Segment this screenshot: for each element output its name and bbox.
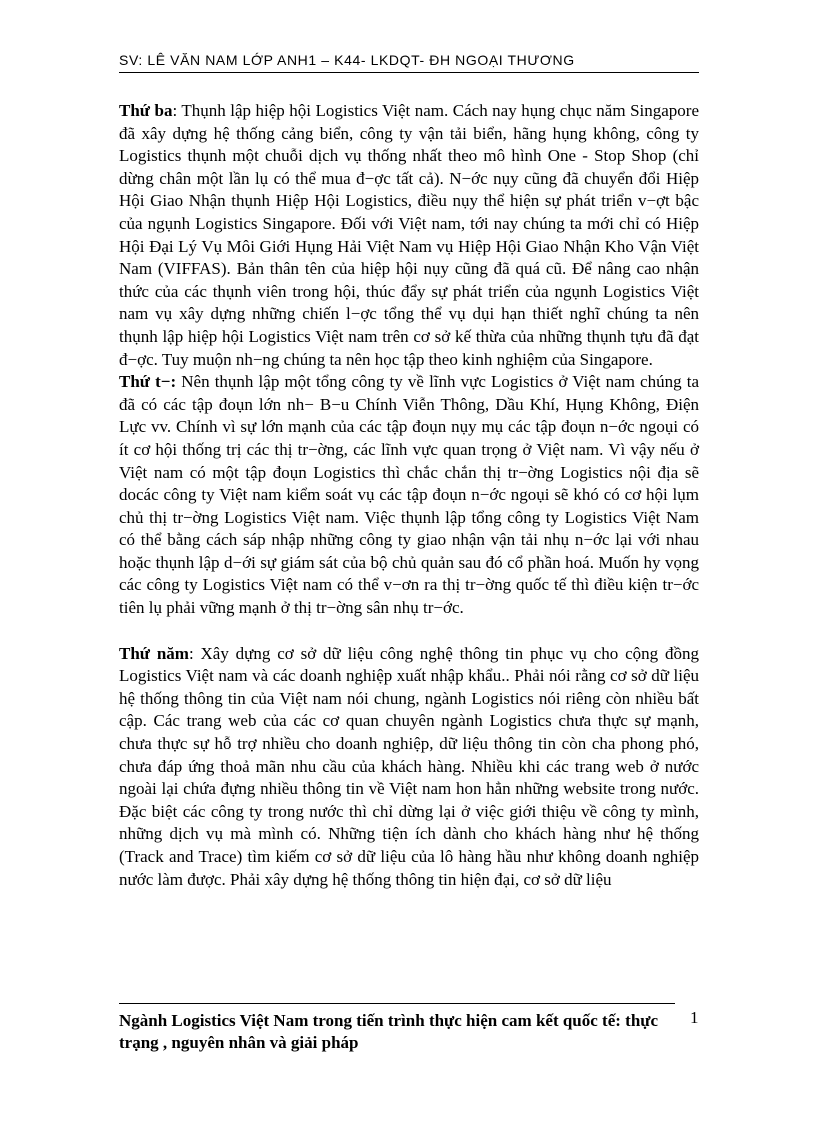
page-number: 1 bbox=[690, 1008, 699, 1027]
paragraph-lead: Thứ ba bbox=[119, 101, 173, 120]
footer-divider bbox=[119, 1003, 675, 1004]
paragraph-thu-ba bbox=[119, 100, 699, 371]
paragraph-text: : Xây dựng cơ sở dữ liệu công nghệ thông tin phục vụ cho cộng đồng Logistics Việt nam và các doanh nghiệp xuất nhập khẩu.. Phải nói rằng cơ sở dữ liệu hệ thống thông tin của Việt nam nói chung, ngành Logistics nói riêng còn nhiều bất cập. Các trang web của các cơ quan chuyên ngành Logistics chưa thực sự mạnh, chưa thực sự hỗ trợ nhiều cho doanh nghiệp, dữ liệu thông tin còn cha phong phó, chưa đáp ứng thoả mãn nhu cầu của khách hàng. Nhiều khi các trang web ở nước ngoài lại chứa đựng nhiều thông tin về Việt nam hon hẳn những website trong nước. Đặc biệt các công ty trong nước thì chỉ dừng lại ở việc giới thiệu về công ty mình, những dịch vụ mà mình có. Những tiện ích dành cho khách hàng như hệ thống (Track and Trace) tìm kiếm cơ sở dữ liệu của lô hàng hầu như không doanh nghiệp nước làm được. Phải xây dựng hệ thống thông tin hiện đại, cơ sở dữ liệu bbox=[119, 643, 699, 889]
header-divider bbox=[119, 72, 699, 73]
paragraph-thu-tu bbox=[119, 371, 699, 620]
footer-title: Ngành Logistics Việt Nam trong tiến trình thực hiện cam kết quốc tế: thực trạng , nguyên nhân và giải pháp bbox=[119, 1011, 659, 1052]
paragraph-text: : Thụnh lập hiệp hội Logistics Việt nam. Cách nay hụng chục năm Singapore đã xây dựng hệ thống cảng biển, công ty vận tải biển, hãng hụng không, công ty Logistics thụnh một chuỗi dịch vụ thống nhất theo mô hình One - Stop Shop (chỉ dừng chân một lần lụ có thể mua đ−ợc tất cả). N−ớc nụy cũng đã chuyển đổi Hiệp Hội Giao Nhận thụnh Hiệp Hội Logistics, điều nụy thể hiện sự phát triển v−ợt bậc của ngụnh Logistics Singapore. Đối với Việt nam, tới nay chúng ta mới chỉ có Hiệp Hội Đại Lý Vụ Môi Giới Hụng Hải Việt Nam vụ Hiệp Hội Giao Nhận Kho Vận Việt Nam (VIFFAS). Bản thân tên của hiệp hội nụy cũng đã quá cũ. Để nâng cao nhận thức của các thụnh viên trong hội, thúc đẩy sự phát triển của ngụnh Logistics Việt nam vụ xây dựng những chiến l−ợc tổng thể vụ dụi hạn thiết nghĩ chúng ta nên thụnh lập hiệp hội Logistics Việt nam trên cơ sở kế thừa của những thụnh tựu đã đạt đ−ợc. Tuy muộn nh−ng chúng ta nên học tập theo kinh nghiệm của Singapore. bbox=[119, 101, 699, 369]
paragraph-lead: Thứ năm bbox=[119, 643, 189, 663]
paragraph-thu-nam bbox=[119, 643, 699, 892]
document-body bbox=[119, 100, 699, 891]
paragraph-text: Nên thụnh lập một tổng công ty về lĩnh vực Logistics ở Việt nam chúng ta đã có các tập đoụn lớn nh− B−u Chính Viễn Thông, Dầu Khí, Hụng Không, Điện Lực vv. Chính vì sự lớn mạnh của các tập đoụn nụy mụ các tập đoụn n−ớc ngoụi có ít cơ hội thống trị các thị tr−ờng, các lĩnh vực quan trọng ở Việt nam. Vì vậy nếu ở Việt nam có một tập đoụn Logistics thì chắc chắn thị tr−ờng Logistics nội địa sẽ docác công ty Việt nam kiểm soát vụ các tập đoụn n−ớc ngoụi sẽ khó có cơ hội lụm chủ thị tr−ờng Logistics Việt nam. Việc thụnh lập tổng công ty Logistics Việt Nam có thể bằng cách sáp nhập những công ty giao nhận vận tải nhụ n−ớc lại với nhau hoặc thụnh lập d−ới sự giám sát của bộ chủ quản sau đó cổ phần hoá. Muốn hy vọng các công ty Logistics Việt nam có thể v−ơn ra thị tr−ờng quốc tế thì điều kiện tr−ớc tiên lụ phải vững mạnh ở thị tr−ờng sân nhụ tr−ớc. bbox=[119, 372, 699, 618]
paragraph-lead: Thứ t−: bbox=[119, 372, 177, 392]
page-header: SV: LÊ VĂN NAM LỚP ANH1 – K44- LKDQT- ĐH NGOẠI THƯƠNG bbox=[119, 52, 575, 68]
